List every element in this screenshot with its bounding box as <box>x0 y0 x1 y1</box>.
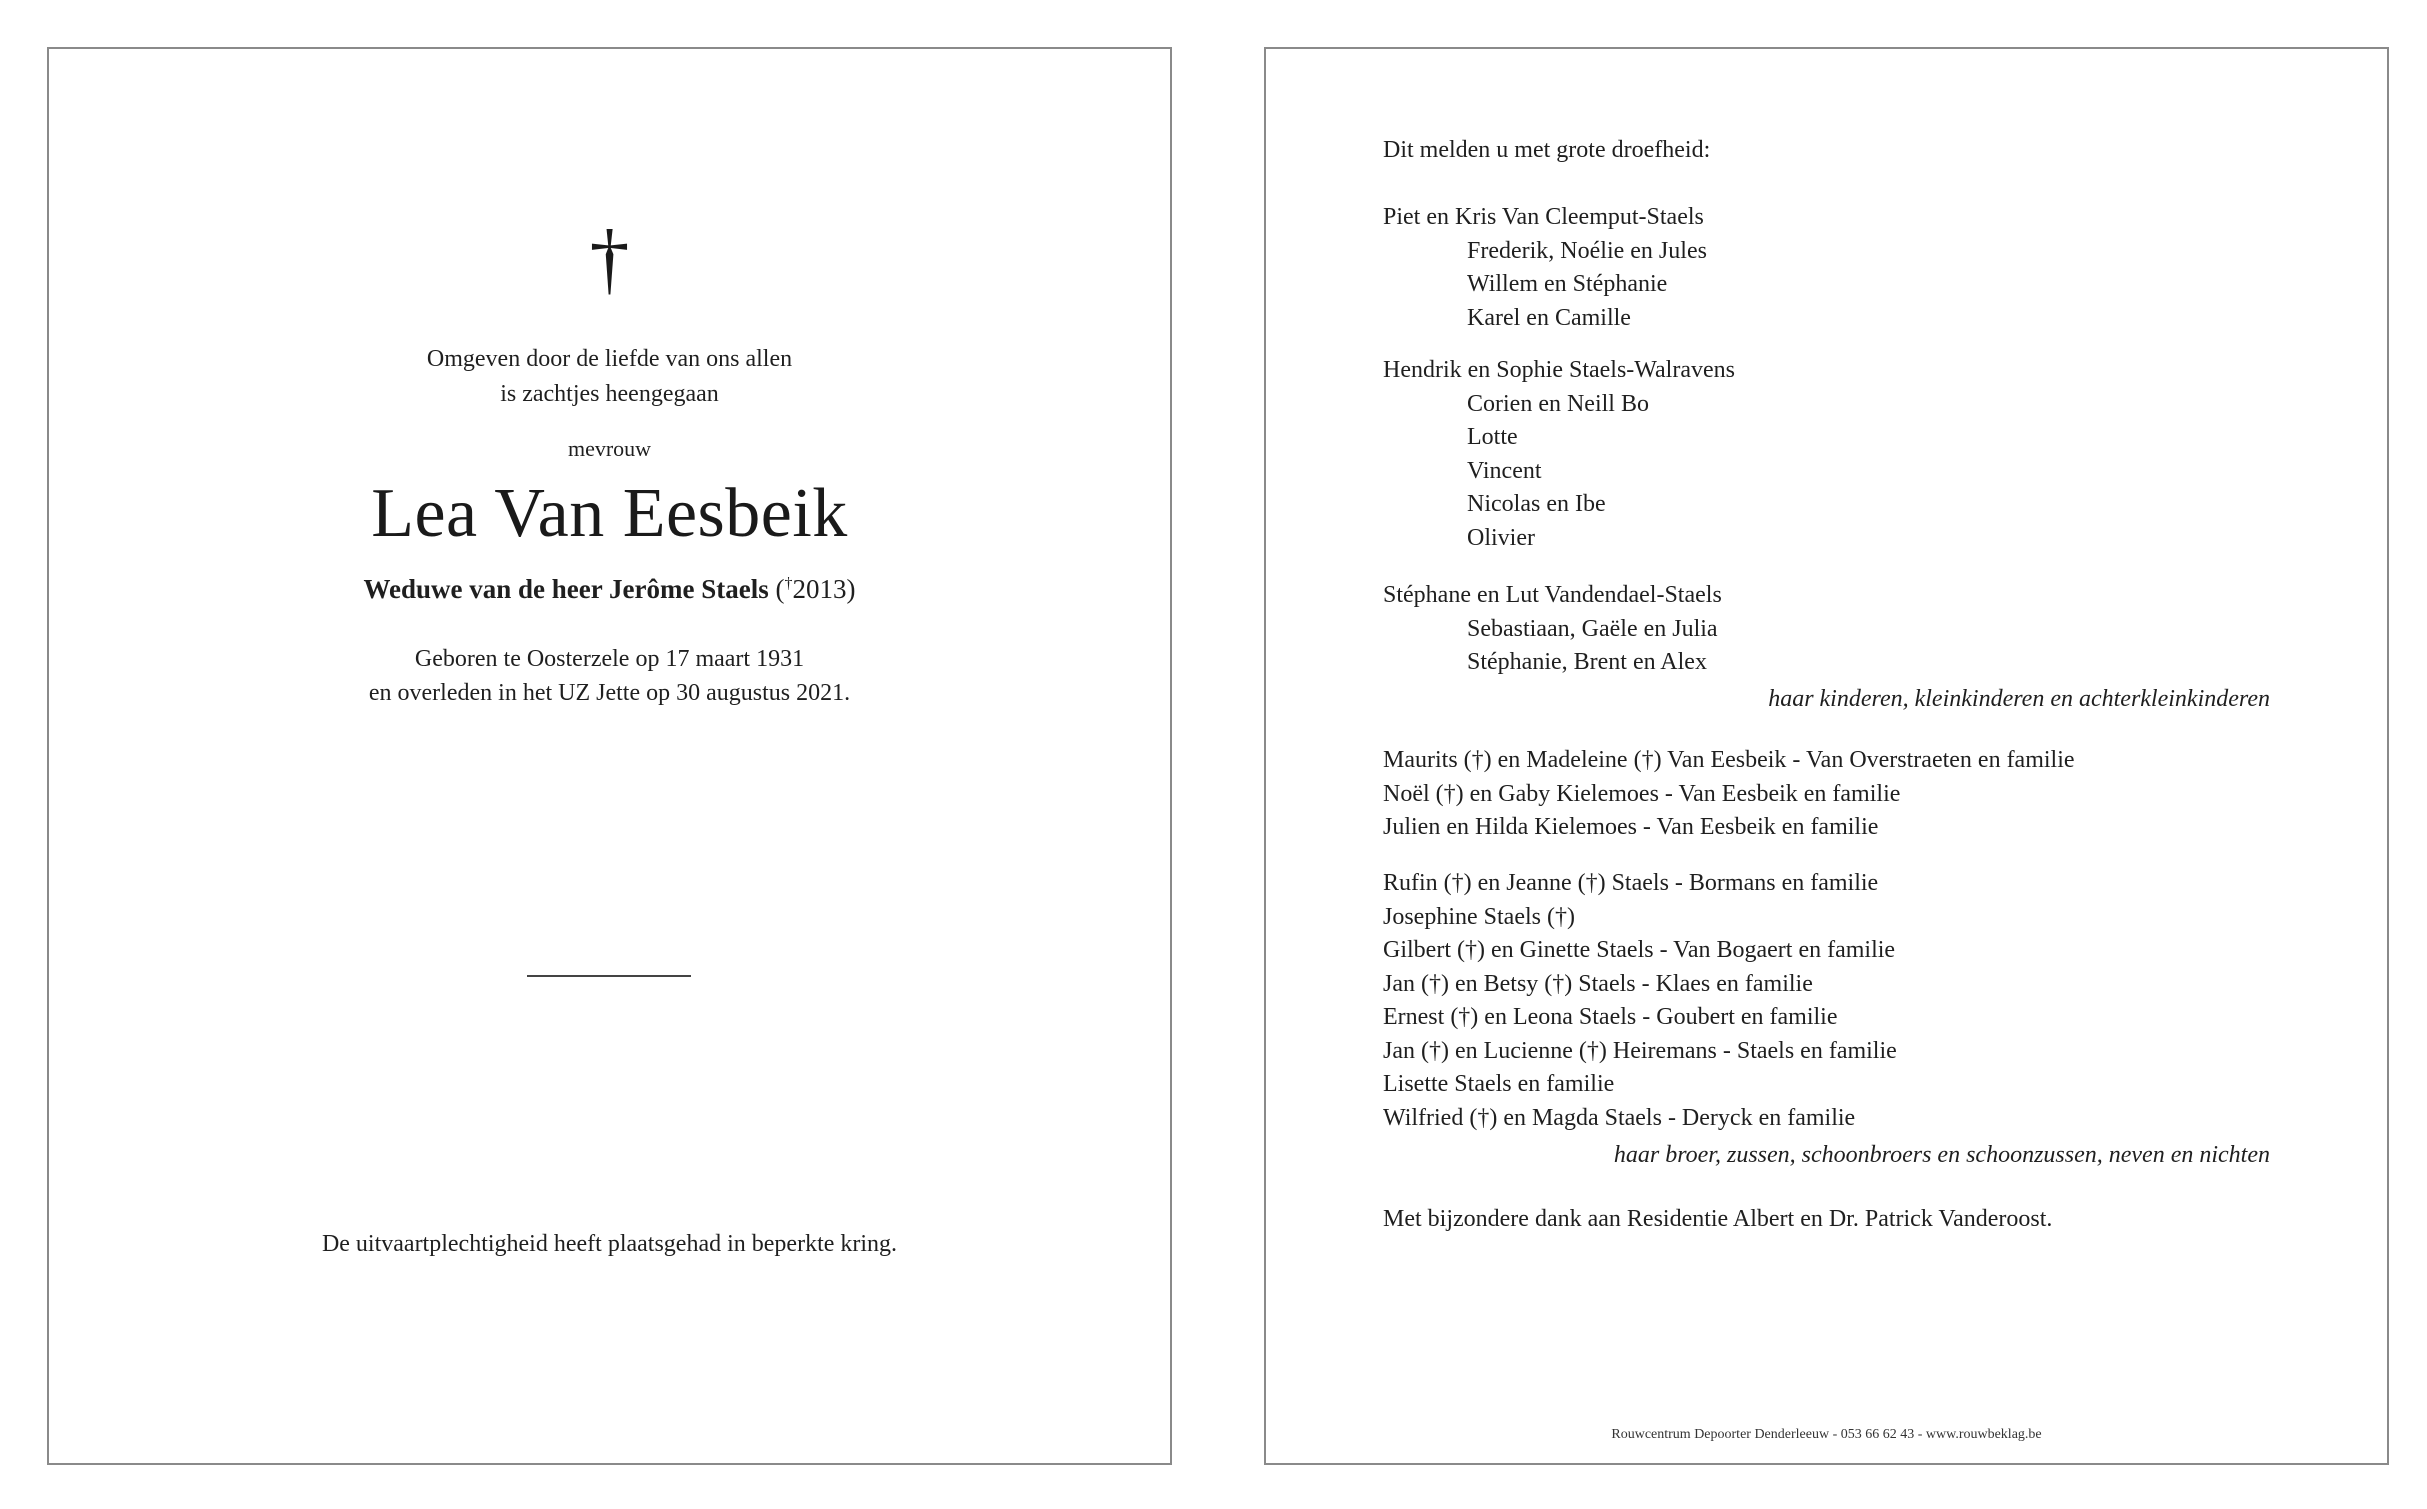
family-member: Frederik, Noélie en Jules <box>1467 237 1707 264</box>
relative-line: Maurits (†) en Madeleine (†) Van Eesbeik - Van Overstraeten en familie <box>1383 747 2075 773</box>
family-head: Hendrik en Sophie Staels-Walravens <box>1383 357 1735 383</box>
relative-line: Rufin (†) en Jeanne (†) Staels - Bormans en familie <box>1383 870 1879 896</box>
thanks-line: Met bijzondere dank aan Residentie Albert en Dr. Patrick Vanderoost. <box>1383 1206 2053 1232</box>
family-member: Willem en Stéphanie <box>1467 271 1668 297</box>
relatives-block-2 <box>1383 867 1897 1135</box>
death-line: en overleden in het UZ Jette op 30 augustus 2021. <box>368 680 851 706</box>
family-member: Karel en Camille <box>1467 304 1631 331</box>
relative-line: Jan (†) en Betsy (†) Staels - Klaes en familie <box>1383 970 1813 997</box>
ceremony-text: De uitvaartplechtigheid heeft plaatsgehad in beperkte kring. <box>321 1231 898 1257</box>
relative-line: Wilfried (†) en Magda Staels - Deryck en familie <box>1383 1104 1856 1131</box>
intro-line-1: Omgeven door de liefde van ons allen <box>426 346 793 372</box>
relative-line: Noël (†) en Gaby Kielemoes - Van Eesbeik en familie <box>1383 780 1901 807</box>
announcement-front-panel <box>47 47 1172 1465</box>
widow-of-text: Weduwe van de heer Jerôme Staels <box>363 574 769 604</box>
family-member: Sebastiaan, Gaële en Julia <box>1467 615 1718 642</box>
family-member: Corien en Neill Bo <box>1467 390 1649 417</box>
widow-death-year: 2013) <box>792 574 856 604</box>
family-head: Stéphane en Lut Vandendael-Staels <box>1383 582 1722 608</box>
relative-line: Julien en Hilda Kielemoes - Van Eesbeik en familie <box>1383 814 1879 840</box>
birth-death-text <box>49 642 1170 710</box>
family-member: Lotte <box>1467 424 1518 450</box>
small-cross-icon: † <box>784 575 793 592</box>
signature-siblings: haar broer, zussen, schoonbroers en schoonzussen, neven en nichten <box>1613 1142 2270 1168</box>
intro-text <box>49 342 1170 412</box>
relatives-block-1 <box>1383 744 2075 845</box>
deceased-name: Lea Van Eesbeik <box>371 475 848 552</box>
relative-line: Josephine Staels (†) <box>1383 903 1575 930</box>
family-member: Nicolas en Ibe <box>1467 491 1606 517</box>
relative-line: Lisette Staels en familie <box>1383 1071 1615 1097</box>
family-member: Olivier <box>1467 524 1535 551</box>
relative-line: Gilbert (†) en Ginette Staels - Van Bogaert en familie <box>1383 937 1896 963</box>
announcement-back-panel <box>1264 47 2389 1465</box>
family-member: Stéphanie, Brent en Alex <box>1467 649 1707 675</box>
relative-line: Ernest (†) en Leona Staels - Goubert en familie <box>1383 1004 1838 1030</box>
cross-icon: † <box>589 215 630 303</box>
family-head: Piet en Kris Van Cleemput-Staels <box>1383 204 1704 230</box>
divider <box>527 975 691 977</box>
widow-paren-open: ( <box>768 574 785 604</box>
family-block-1 <box>1383 201 1707 335</box>
family-member: Vincent <box>1467 457 1542 484</box>
funeral-home-footer: Rouwcentrum Depoorter Denderleeuw - 053 66 62 43 - www.rouwbeklag.be <box>1611 1427 2042 1442</box>
intro-line-2: is zachtjes heengegaan <box>500 381 719 407</box>
relative-line: Jan (†) en Lucienne (†) Heiremans - Staels en familie <box>1383 1037 1897 1064</box>
honorific: mevrouw <box>567 436 652 461</box>
signature-children: haar kinderen, kleinkinderen en achterkleinkinderen <box>1768 686 2270 712</box>
opening-line: Dit melden u met grote droefheid: <box>1383 137 1711 163</box>
family-block-2 <box>1383 354 1735 555</box>
birth-line: Geboren te Oosterzele op 17 maart 1931 <box>414 646 805 672</box>
widow-line <box>49 571 1170 607</box>
family-block-3 <box>1383 579 1722 680</box>
